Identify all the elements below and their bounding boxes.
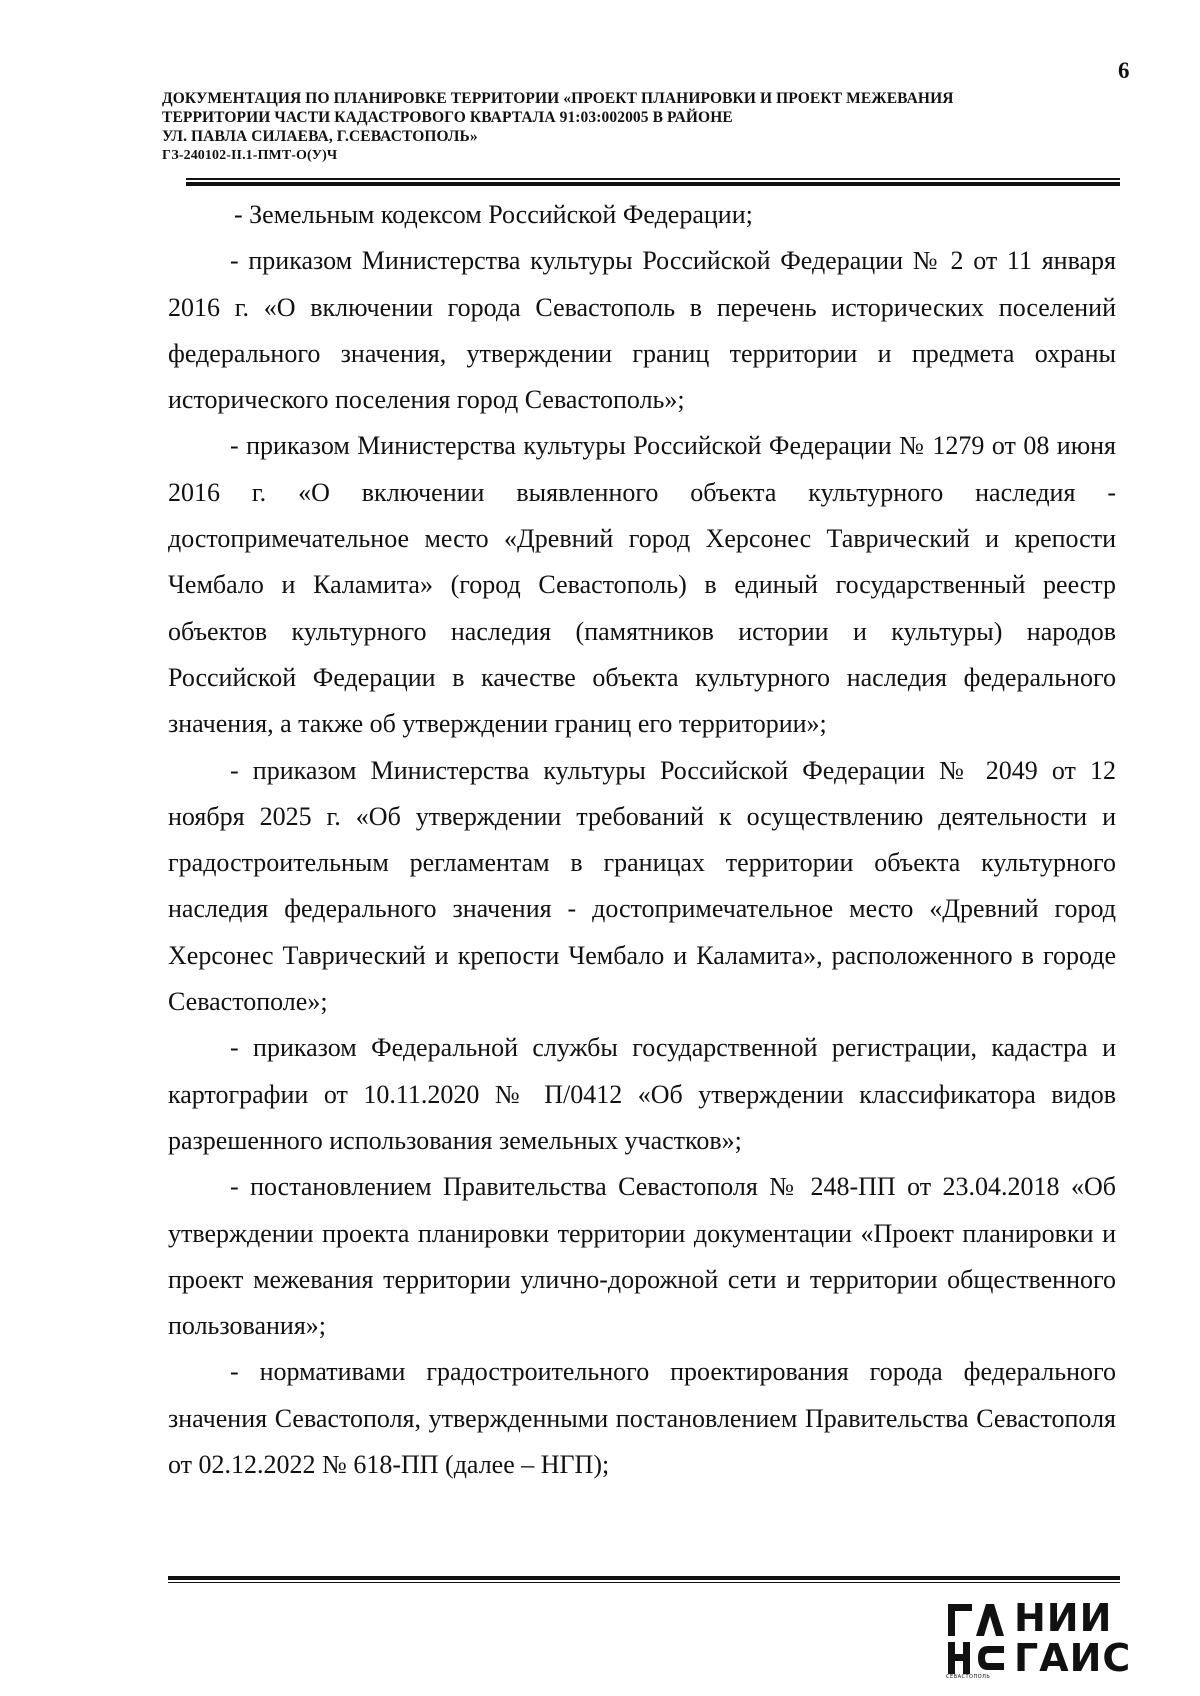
paragraph-3: - приказом Министерства культуры Российской Федерации № 1279 от 08 июня 2016 г. «О включении выявленного объекта культурного наследия - достопримечательное место «Древний город Херсонес Таврический и крепости Чембало и Каламита» (город Севастополь) в единый государственный реестр объектов культурного наследия (памятников истории и культуры) народов Российской Федерации в качестве объекта культурного наследия федерального значения, а также об утверждении границ его территории»; (168, 431, 1116, 739)
logo-wordmark (1014, 1598, 1131, 1678)
paragraph-4: - приказом Министерства культуры Российской Федерации № 2049 от 12 ноября 2025 г. «Об утверждении требований к осуществлению деятельности и градостроительным регламентам в границах территории объекта культурного наследия федерального значения - достопримечательное место «Древний город Херсонес Таврический и крепости Чембало и Каламита», расположенного в городе Севастополе»; (168, 755, 1116, 1017)
paragraph-5: - приказом Федеральной службы государственной регистрации, кадастра и картографии от 10.11.2020 № П/0412 «Об утверждении классификатора видов разрешенного использования земельных участков»; (168, 1033, 1116, 1155)
header-line-1: ДОКУМЕНТАЦИЯ ПО ПЛАНИРОВКЕ ТЕРРИТОРИИ «ПРОЕКТ ПЛАНИРОВКИ И ПРОЕКТ МЕЖЕВАНИЯ (162, 90, 954, 107)
footer-divider-thick (168, 1576, 1120, 1580)
header-divider-thick (186, 182, 1120, 186)
document-body (168, 192, 1116, 1488)
company-logo (946, 1598, 1132, 1684)
logo-mark-icon (946, 1602, 1012, 1678)
header-divider-thin (186, 178, 1120, 180)
document-code: ГЗ-240102-II.1-ПМТ-О(У)Ч (162, 148, 338, 163)
paragraph-2: - приказом Министерства культуры Российской Федерации № 2 от 11 января 2016 г. «О включении города Севастополь в перечень исторических поселений федерального значения, утверждении границ территории и предмета охраны исторического поселения город Севастополь»; (168, 246, 1116, 415)
paragraph-1: - Земельным кодексом Российской Федерации; (234, 200, 753, 229)
paragraph-7: - нормативами градостроительного проектирования города федерального значения Севастополя, утвержденными постановлением Правительства Севастополя от 02.12.2022 № 618-ПП (далее – НГП); (168, 1357, 1116, 1480)
document-header (162, 89, 1112, 165)
logo-subtext: СЕВАСТОПОЛЬ (946, 1674, 991, 1680)
header-line-3: УЛ. ПАВЛА СИЛАЕВА, Г.СЕВАСТОПОЛЬ» (162, 128, 478, 145)
logo-text-top: НИИ (1014, 1596, 1113, 1640)
page-number: 6 (1118, 58, 1130, 83)
header-line-2: ТЕРРИТОРИИ ЧАСТИ КАДАСТРОВОГО КВАРТАЛА 91:03:002005 В РАЙОНЕ (162, 109, 733, 126)
logo-text-bottom: ГАИС (1014, 1636, 1132, 1680)
paragraph-6: - постановлением Правительства Севастополя № 248-ПП от 23.04.2018 «Об утверждении проекта планировки территории документации «Проект планировки и проект межевания территории улично-дорожной сети и территории общественного пользования»; (168, 1172, 1116, 1341)
footer-divider-thin (168, 1582, 1120, 1583)
